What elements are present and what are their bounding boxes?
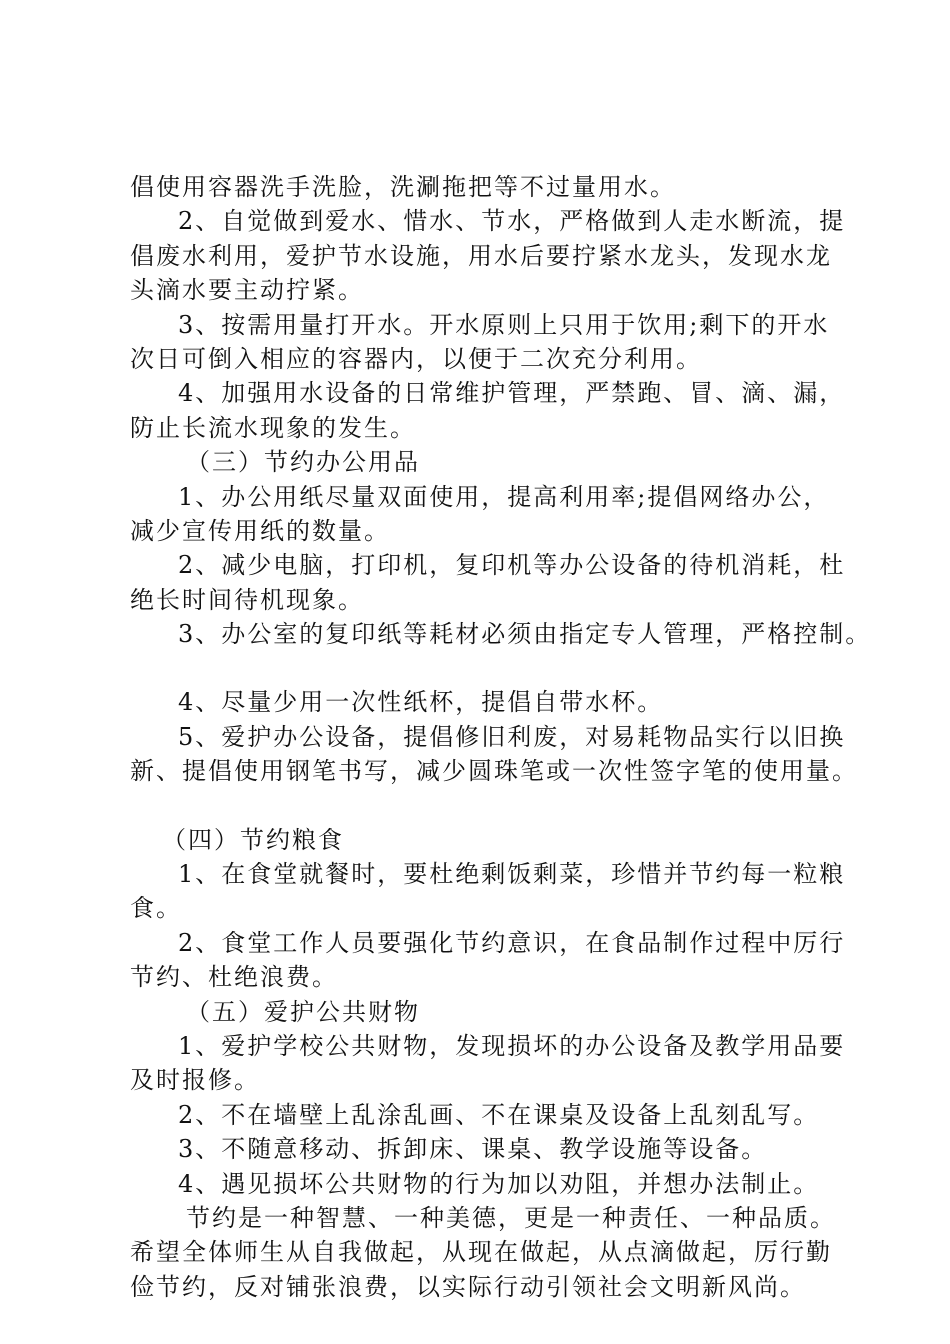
paragraph-line: 倡使用容器洗手洗脸，洗涮拖把等不过量用水。	[130, 173, 676, 201]
paragraph-line: 4、遇见损坏公共财物的行为加以劝阻，并想办法制止。	[178, 1169, 820, 1198]
section-heading: （三）节约办公用品	[186, 448, 420, 477]
paragraph-line: 1、爱护学校公共财物，发现损坏的办公设备及教学用品要	[178, 1031, 846, 1060]
paragraph-line: 1、办公用纸尽量双面使用，提高利用率;提倡网络办公，	[178, 482, 830, 511]
paragraph-line: 2、食堂工作人员要强化节约意识，在食品制作过程中厉行	[178, 928, 846, 957]
paragraph-line: 倡废水利用，爱护节水设施，用水后要拧紧水龙头，发现水龙	[130, 241, 832, 270]
paragraph-line: 次日可倒入相应的容器内，以便于二次充分利用。	[130, 344, 702, 373]
paragraph-line: 头滴水要主动拧紧。	[130, 276, 364, 305]
paragraph-line: 节约、杜绝浪费。	[130, 963, 338, 992]
paragraph-line: 5、爱护办公设备，提倡修旧利废，对易耗物品实行以旧换	[178, 722, 846, 751]
paragraph-line: 3、按需用量打开水。开水原则上只用于饮用;剩下的开水	[178, 310, 830, 339]
section-heading: （五）爱护公共财物	[186, 997, 420, 1026]
paragraph-line: 2、自觉做到爱水、惜水、节水，严格做到人走水断流，提	[178, 207, 846, 236]
section-heading: （四）节约粮食	[162, 825, 344, 854]
paragraph-line: 希望全体师生从自我做起，从现在做起，从点滴做起，厉行勤	[130, 1238, 832, 1267]
paragraph-line: 4、加强用水设备的日常维护管理，严禁跑、冒、滴、漏，	[178, 379, 846, 408]
paragraph-line: 防止长流水现象的发生。	[130, 413, 416, 442]
paragraph-line: 减少宣传用纸的数量。	[130, 516, 390, 545]
paragraph-line: 3、办公室的复印纸等耗材必须由指定专人管理，严格控制。	[178, 620, 872, 649]
paragraph-line: 1、在食堂就餐时，要杜绝剩饭剩菜，珍惜并节约每一粒粮	[178, 860, 846, 889]
paragraph-line: 绝长时间待机现象。	[130, 585, 364, 614]
paragraph-line: 新、提倡使用钢笔书写，减少圆珠笔或一次性签字笔的使用量。	[130, 757, 858, 786]
paragraph-line: 及时报修。	[130, 1066, 260, 1095]
paragraph-line: 2、减少电脑，打印机，复印机等办公设备的待机消耗，杜	[178, 551, 846, 580]
blank-line	[130, 789, 850, 823]
blank-line	[130, 651, 850, 685]
paragraph-line: 节约是一种智慧、一种美德，更是一种责任、一种品质。	[186, 1203, 836, 1232]
document-body	[130, 170, 872, 1304]
paragraph-line: 3、不随意移动、拆卸床、课桌、教学设施等设备。	[178, 1135, 768, 1164]
paragraph-line: 食。	[130, 894, 182, 923]
paragraph-line: 俭节约，反对铺张浪费，以实际行动引领社会文明新风尚。	[130, 1272, 806, 1301]
paragraph-line: 4、尽量少用一次性纸杯，提倡自带水杯。	[178, 688, 664, 717]
paragraph-line: 2、不在墙壁上乱涂乱画、不在课桌及设备上乱刻乱写。	[178, 1100, 820, 1129]
